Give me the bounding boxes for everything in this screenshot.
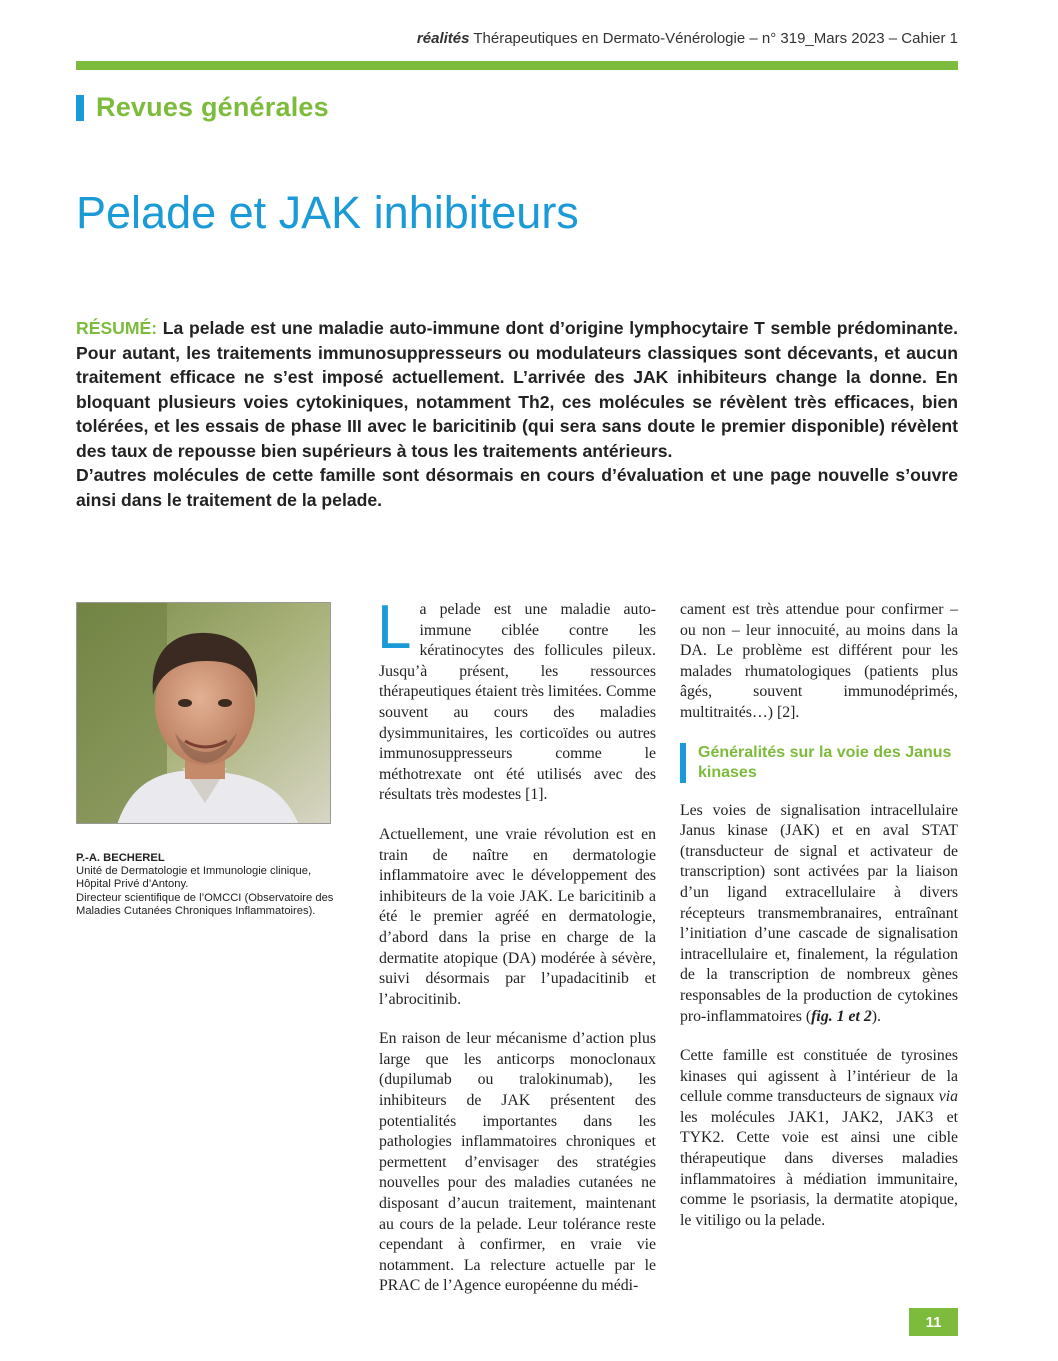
body-text-via: via: [938, 1088, 958, 1106]
article-title: Pelade et JAK inhibiteurs: [76, 187, 579, 238]
body-text-1: a pelade est une maladie auto-immune ciblée contre les kératinocytes des follicules pileux. Jusqu’à présent, les ressources thérapeutiques étaient très limitées. Comme souvent au cours des maladies dysimmunitaires, les corticoïdes ou autres immunosuppresseurs comme le méthotrexate ont été utilisés avec des résultats très modestes [1].: [379, 601, 656, 804]
figure-reference: fig. 1 et 2: [811, 1007, 872, 1025]
author-name: P.-A. BECHEREL: [76, 852, 165, 864]
abstract: [76, 316, 958, 512]
body-paragraph-2: Actuellement, une vraie révolution est en train de naître en dermatologie inflammatoire avec le développement des inhibiteurs de la voie JAK. Le baricitinib a été le premier agréé en dermatologie, d’abord dans la prise en charge de la dermatite atopique (DA) modérée à sévère, suivi désormais par l’upadacitinib et l’abrocitinib.: [379, 825, 656, 1008]
author-portrait-image: [77, 603, 331, 824]
author-affiliation-2: Directeur scientifique de l’OMCCI (Observatoire des Maladies Cutanées Chroniques Inflammatoires).: [76, 891, 334, 917]
running-header: [417, 30, 958, 47]
body-paragraph-3-continued: cament est très attendue pour confirmer – ou non – leur innocuité, au moins dans la DA. Le problème est différent pour les malades rhumatologiques (patients plus âgés, souvent immunodéprimés, multitraités…) [2].: [680, 601, 958, 721]
body-column-2: [680, 600, 958, 1250]
author-affiliation-1: Unité de Dermatologie et Immunologie clinique, Hôpital Privé d’Antony.: [76, 865, 312, 891]
body-text-5b: les molécules JAK1, JAK2, JAK3 et TYK2. Cette voie est ainsi une cible thérapeutique dans diverses maladies inflammatoires à médiation immunitaire, comme le psoriasis, la dermatite atopique, le vitiligo ou la pelade.: [680, 1108, 958, 1229]
journal-brand: réalités: [416, 30, 470, 47]
abstract-text-1: La pelade est une maladie auto-immune dont d’origine lymphocytaire T semble prédominante. Pour autant, les traitements immunosuppresseurs ou modulateurs classiques sont décevants, et aucun traitement efficace ne s’est imposé actuellement. L’arrivée des JAK inhibiteurs change la donne. En bloquant plusieurs voies cytokiniques, notamment Th2, ces molécules se révèlent très efficaces, bien tolérées, et les essais de phase III avec le baricitinib (qui sera sans doute le premier disponible) révèlent des taux de repousse bien supérieurs à tous les traitements antérieurs.: [76, 318, 958, 461]
body-paragraph-5: [680, 1046, 958, 1231]
page-number: 11: [909, 1308, 958, 1336]
body-text-4a: Les voies de signalisation intracellulaire Janus kinase (JAK) et en aval STAT (transducteur de signal et activateur de transcription) sont activées par la liaison d’un ligand extracellulaire à divers récepteurs transmembranaires, entraînant l’initiation d’une cascade de signalisation intracellulaire et, finalement, la régulation de la transcription de nombreux gènes responsables de la production de cytokines pro-inflammatoires (: [680, 801, 958, 1025]
rubric-bar: [76, 95, 84, 121]
body-text-5a: Cette famille est constituée de tyrosines kinases qui agissent à l’intérieur de la cellule comme transducteurs de signaux: [680, 1047, 958, 1106]
body-text-4b: ).: [871, 1007, 881, 1025]
subheading-bar: [680, 743, 686, 783]
subheading-text: Généralités sur la voie des Janus kinases: [698, 743, 952, 781]
rubric-label: Revues générales: [96, 92, 329, 122]
body-column-1: [377, 593, 656, 1316]
abstract-label: RÉSUMÉ:: [76, 318, 158, 338]
body-paragraph-3: En raison de leur mécanisme d’action plus large que les anticorps monoclonaux (dupilumab ou tralokinumab), les inhibiteurs de JAK présentent des potentialités importantes dans les pathologies inflammatoires chroniques et permettent d’envisager des stratégies nouvelles pour des maladies cutanées ne disposant d’aucun traitement, maintenant au cours de la pelade. Leur tolérance reste cependant à confirmer, en vraie vie notamment. La relecture actuelle par le PRAC de l’Agence européenne du médi-: [379, 1030, 656, 1295]
subheading: [680, 743, 958, 783]
body-paragraph-1: [377, 593, 656, 806]
author-photo: [76, 602, 331, 824]
drop-cap: L: [377, 593, 412, 662]
abstract-text-2: D’autres molécules de cette famille sont désormais en cours d’évaluation et une page nouvelle s’ouvre ainsi dans le traitement de la pelade.: [76, 465, 958, 510]
journal-issue: Thérapeutiques en Dermato-Vénérologie – n° 319_Mars 2023 – Cahier 1: [469, 30, 958, 47]
author-block: [76, 852, 348, 918]
body-paragraph-4: [680, 801, 958, 1028]
section-rubric: [76, 92, 329, 123]
header-rule: [76, 61, 958, 70]
